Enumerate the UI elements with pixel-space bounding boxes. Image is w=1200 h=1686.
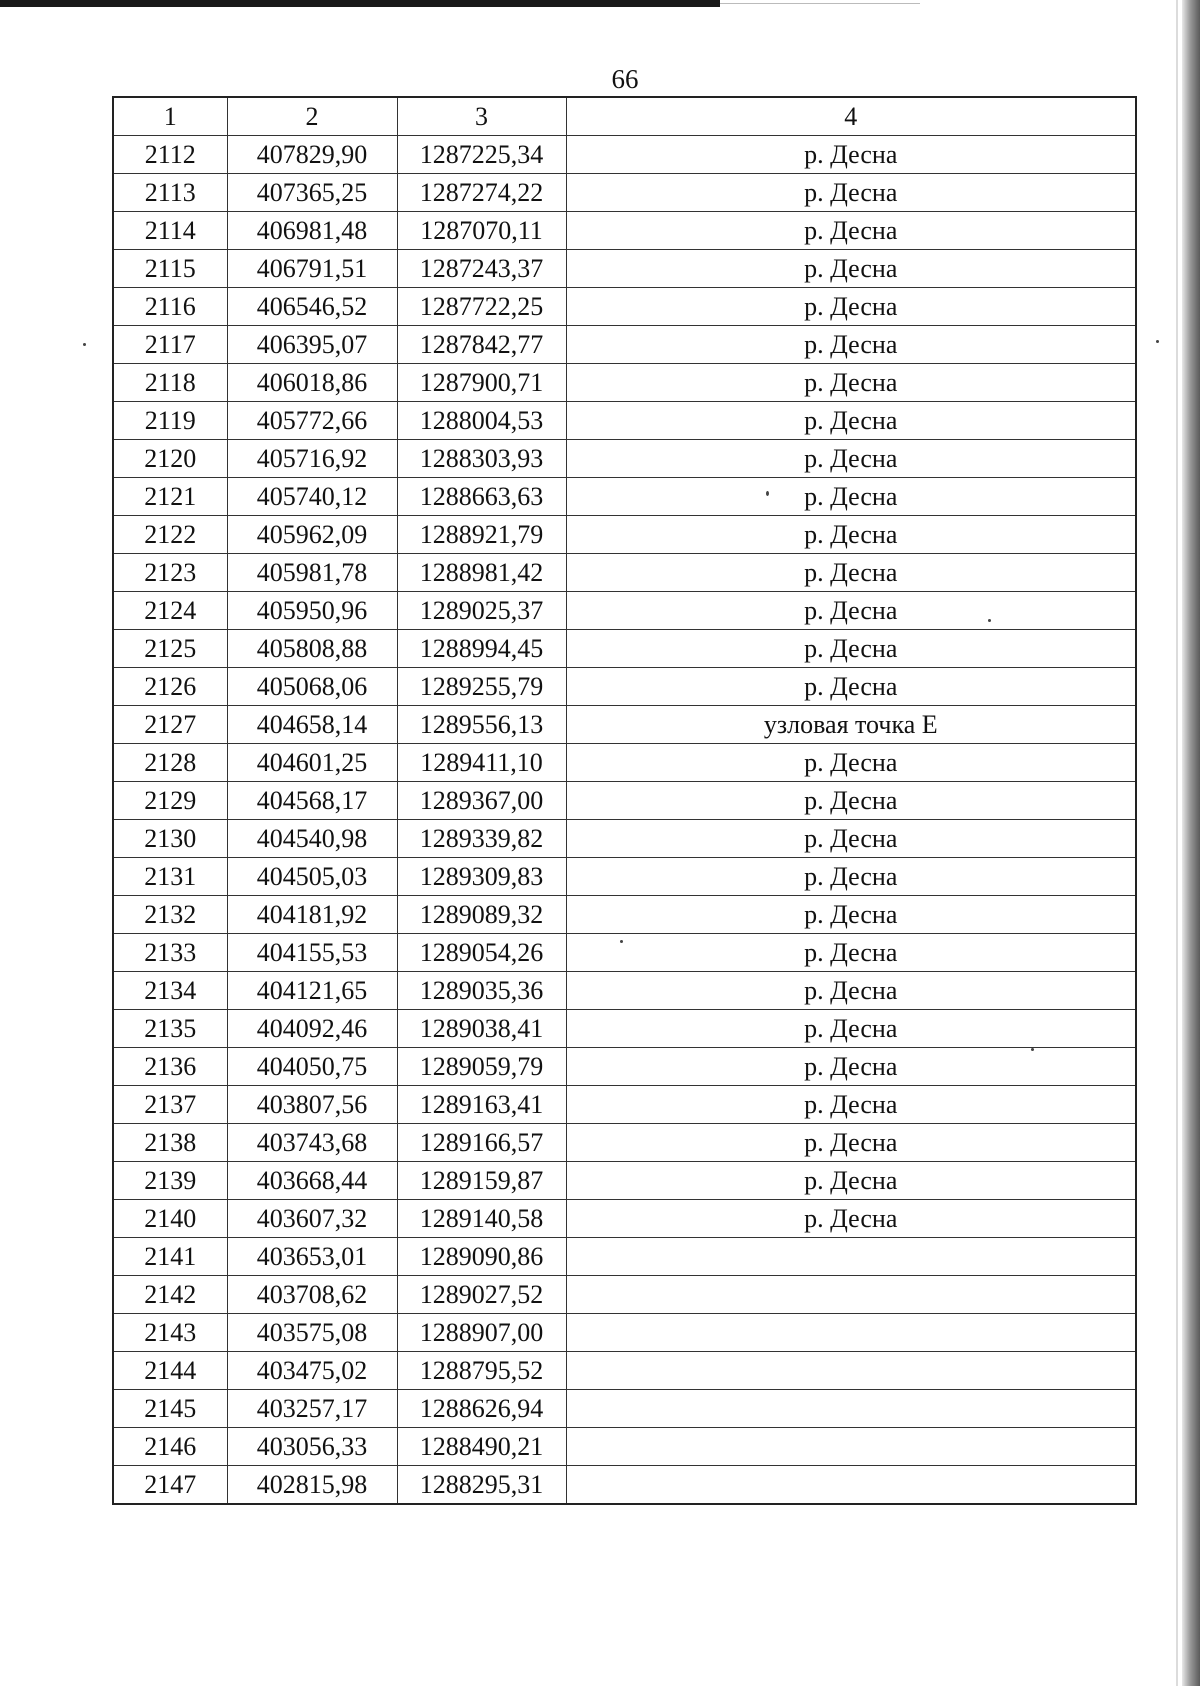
table-row — [113, 1314, 1136, 1352]
point-number-cell: 2144 — [113, 1352, 227, 1390]
x-coordinate-cell: 404540,98 — [227, 820, 397, 858]
description-cell: р. Десна — [566, 288, 1136, 326]
description-cell — [566, 1314, 1136, 1352]
scan-speck — [1156, 340, 1159, 343]
x-coordinate-cell: 404155,53 — [227, 934, 397, 972]
point-number-cell: 2136 — [113, 1048, 227, 1086]
x-coordinate-cell: 404568,17 — [227, 782, 397, 820]
column-header: 2 — [227, 97, 397, 136]
table-header-row — [113, 97, 1136, 136]
point-number-cell: 2122 — [113, 516, 227, 554]
y-coordinate-cell: 1287274,22 — [397, 174, 566, 212]
point-number-cell: 2128 — [113, 744, 227, 782]
point-number-cell: 2117 — [113, 326, 227, 364]
description-cell: р. Десна — [566, 1010, 1136, 1048]
y-coordinate-cell: 1288994,45 — [397, 630, 566, 668]
x-coordinate-cell: 404050,75 — [227, 1048, 397, 1086]
scan-shadow-edge — [1182, 0, 1200, 1686]
y-coordinate-cell: 1288907,00 — [397, 1314, 566, 1352]
description-cell: р. Десна — [566, 630, 1136, 668]
table-row — [113, 1352, 1136, 1390]
scan-speck — [83, 343, 86, 346]
description-cell: р. Десна — [566, 326, 1136, 364]
description-cell: р. Десна — [566, 1048, 1136, 1086]
y-coordinate-cell: 1289367,00 — [397, 782, 566, 820]
table-row — [113, 1428, 1136, 1466]
description-cell: р. Десна — [566, 972, 1136, 1010]
y-coordinate-cell: 1288921,79 — [397, 516, 566, 554]
table-row — [113, 1390, 1136, 1428]
scan-edge-line — [1176, 0, 1178, 1686]
point-number-cell: 2135 — [113, 1010, 227, 1048]
table-row — [113, 820, 1136, 858]
y-coordinate-cell: 1287722,25 — [397, 288, 566, 326]
description-cell: р. Десна — [566, 1124, 1136, 1162]
table-row — [113, 630, 1136, 668]
description-cell: р. Десна — [566, 440, 1136, 478]
point-number-cell: 2138 — [113, 1124, 227, 1162]
x-coordinate-cell: 405716,92 — [227, 440, 397, 478]
x-coordinate-cell: 404601,25 — [227, 744, 397, 782]
point-number-cell: 2129 — [113, 782, 227, 820]
description-cell: узловая точка Е — [566, 706, 1136, 744]
point-number-cell: 2124 — [113, 592, 227, 630]
x-coordinate-cell: 406981,48 — [227, 212, 397, 250]
table-row — [113, 1124, 1136, 1162]
x-coordinate-cell: 405068,06 — [227, 668, 397, 706]
table-row — [113, 288, 1136, 326]
y-coordinate-cell: 1288663,63 — [397, 478, 566, 516]
x-coordinate-cell: 406791,51 — [227, 250, 397, 288]
description-cell: р. Десна — [566, 364, 1136, 402]
point-number-cell: 2133 — [113, 934, 227, 972]
description-cell — [566, 1238, 1136, 1276]
table-row — [113, 364, 1136, 402]
table-row — [113, 478, 1136, 516]
x-coordinate-cell: 403475,02 — [227, 1352, 397, 1390]
description-cell: р. Десна — [566, 896, 1136, 934]
y-coordinate-cell: 1287070,11 — [397, 212, 566, 250]
description-cell — [566, 1352, 1136, 1390]
x-coordinate-cell: 403743,68 — [227, 1124, 397, 1162]
point-number-cell: 2130 — [113, 820, 227, 858]
table-row — [113, 440, 1136, 478]
x-coordinate-cell: 406018,86 — [227, 364, 397, 402]
point-number-cell: 2141 — [113, 1238, 227, 1276]
point-number-cell: 2145 — [113, 1390, 227, 1428]
table-row — [113, 782, 1136, 820]
description-cell: р. Десна — [566, 1162, 1136, 1200]
page-number: 66 — [611, 64, 639, 94]
table-row — [113, 858, 1136, 896]
description-cell: р. Десна — [566, 858, 1136, 896]
table-row — [113, 1048, 1136, 1086]
table-row — [113, 554, 1136, 592]
scan-top-rule — [0, 0, 720, 7]
table-row — [113, 402, 1136, 440]
y-coordinate-cell: 1289089,32 — [397, 896, 566, 934]
x-coordinate-cell: 404092,46 — [227, 1010, 397, 1048]
table-row — [113, 1162, 1136, 1200]
point-number-cell: 2143 — [113, 1314, 227, 1352]
table-row — [113, 1200, 1136, 1238]
x-coordinate-cell: 403653,01 — [227, 1238, 397, 1276]
table-row — [113, 1086, 1136, 1124]
description-cell: р. Десна — [566, 174, 1136, 212]
table-row — [113, 668, 1136, 706]
y-coordinate-cell: 1287243,37 — [397, 250, 566, 288]
y-coordinate-cell: 1289556,13 — [397, 706, 566, 744]
y-coordinate-cell: 1289163,41 — [397, 1086, 566, 1124]
y-coordinate-cell: 1289411,10 — [397, 744, 566, 782]
x-coordinate-cell: 402815,98 — [227, 1466, 397, 1505]
point-number-cell: 2119 — [113, 402, 227, 440]
x-coordinate-cell: 403708,62 — [227, 1276, 397, 1314]
y-coordinate-cell: 1289038,41 — [397, 1010, 566, 1048]
x-coordinate-cell: 405981,78 — [227, 554, 397, 592]
x-coordinate-cell: 403807,56 — [227, 1086, 397, 1124]
x-coordinate-cell: 404181,92 — [227, 896, 397, 934]
description-cell: р. Десна — [566, 782, 1136, 820]
point-number-cell: 2116 — [113, 288, 227, 326]
table-row — [113, 592, 1136, 630]
y-coordinate-cell: 1288295,31 — [397, 1466, 566, 1505]
description-cell: р. Десна — [566, 212, 1136, 250]
y-coordinate-cell: 1289090,86 — [397, 1238, 566, 1276]
x-coordinate-cell: 403056,33 — [227, 1428, 397, 1466]
x-coordinate-cell: 406546,52 — [227, 288, 397, 326]
point-number-cell: 2115 — [113, 250, 227, 288]
description-cell: р. Десна — [566, 402, 1136, 440]
x-coordinate-cell: 405808,88 — [227, 630, 397, 668]
point-number-cell: 2118 — [113, 364, 227, 402]
description-cell: р. Десна — [566, 250, 1136, 288]
description-cell: р. Десна — [566, 744, 1136, 782]
y-coordinate-cell: 1287842,77 — [397, 326, 566, 364]
point-number-cell: 2123 — [113, 554, 227, 592]
point-number-cell: 2126 — [113, 668, 227, 706]
table-row — [113, 1238, 1136, 1276]
description-cell: р. Десна — [566, 516, 1136, 554]
y-coordinate-cell: 1289035,36 — [397, 972, 566, 1010]
point-number-cell: 2142 — [113, 1276, 227, 1314]
point-number-cell: 2134 — [113, 972, 227, 1010]
point-number-cell: 2113 — [113, 174, 227, 212]
y-coordinate-cell: 1289027,52 — [397, 1276, 566, 1314]
y-coordinate-cell: 1289159,87 — [397, 1162, 566, 1200]
x-coordinate-cell: 404658,14 — [227, 706, 397, 744]
table-row — [113, 896, 1136, 934]
y-coordinate-cell: 1289140,58 — [397, 1200, 566, 1238]
y-coordinate-cell: 1289025,37 — [397, 592, 566, 630]
point-number-cell: 2114 — [113, 212, 227, 250]
description-cell: р. Десна — [566, 592, 1136, 630]
x-coordinate-cell: 403257,17 — [227, 1390, 397, 1428]
table-row — [113, 250, 1136, 288]
point-number-cell: 2146 — [113, 1428, 227, 1466]
y-coordinate-cell: 1289339,82 — [397, 820, 566, 858]
x-coordinate-cell: 403607,32 — [227, 1200, 397, 1238]
description-cell — [566, 1390, 1136, 1428]
description-cell: р. Десна — [566, 478, 1136, 516]
point-number-cell: 2121 — [113, 478, 227, 516]
table-row — [113, 744, 1136, 782]
table-row — [113, 972, 1136, 1010]
table-row — [113, 212, 1136, 250]
description-cell: р. Десна — [566, 136, 1136, 174]
description-cell — [566, 1466, 1136, 1505]
column-header: 4 — [566, 97, 1136, 136]
x-coordinate-cell: 405740,12 — [227, 478, 397, 516]
column-header: 3 — [397, 97, 566, 136]
y-coordinate-cell: 1289059,79 — [397, 1048, 566, 1086]
coordinates-table — [112, 96, 1137, 1505]
x-coordinate-cell: 405950,96 — [227, 592, 397, 630]
y-coordinate-cell: 1288490,21 — [397, 1428, 566, 1466]
description-cell: р. Десна — [566, 1200, 1136, 1238]
table-row — [113, 1010, 1136, 1048]
column-header: 1 — [113, 97, 227, 136]
x-coordinate-cell: 404505,03 — [227, 858, 397, 896]
y-coordinate-cell: 1288981,42 — [397, 554, 566, 592]
table-row — [113, 136, 1136, 174]
x-coordinate-cell: 404121,65 — [227, 972, 397, 1010]
x-coordinate-cell: 407365,25 — [227, 174, 397, 212]
x-coordinate-cell: 403575,08 — [227, 1314, 397, 1352]
y-coordinate-cell: 1288626,94 — [397, 1390, 566, 1428]
point-number-cell: 2147 — [113, 1466, 227, 1505]
x-coordinate-cell: 407829,90 — [227, 136, 397, 174]
table-row — [113, 1466, 1136, 1505]
point-number-cell: 2137 — [113, 1086, 227, 1124]
y-coordinate-cell: 1289054,26 — [397, 934, 566, 972]
y-coordinate-cell: 1287225,34 — [397, 136, 566, 174]
description-cell: р. Десна — [566, 554, 1136, 592]
x-coordinate-cell: 403668,44 — [227, 1162, 397, 1200]
point-number-cell: 2131 — [113, 858, 227, 896]
point-number-cell: 2127 — [113, 706, 227, 744]
description-cell — [566, 1276, 1136, 1314]
table-body — [113, 136, 1136, 1505]
description-cell: р. Десна — [566, 934, 1136, 972]
description-cell: р. Десна — [566, 668, 1136, 706]
scan-top-rule-faint — [720, 3, 920, 4]
table-row — [113, 934, 1136, 972]
y-coordinate-cell: 1288004,53 — [397, 402, 566, 440]
y-coordinate-cell: 1289166,57 — [397, 1124, 566, 1162]
point-number-cell: 2140 — [113, 1200, 227, 1238]
table-row — [113, 706, 1136, 744]
point-number-cell: 2120 — [113, 440, 227, 478]
table-row — [113, 174, 1136, 212]
y-coordinate-cell: 1289255,79 — [397, 668, 566, 706]
y-coordinate-cell: 1289309,83 — [397, 858, 566, 896]
description-cell: р. Десна — [566, 820, 1136, 858]
description-cell — [566, 1428, 1136, 1466]
point-number-cell: 2139 — [113, 1162, 227, 1200]
description-cell: р. Десна — [566, 1086, 1136, 1124]
point-number-cell: 2132 — [113, 896, 227, 934]
point-number-cell: 2112 — [113, 136, 227, 174]
table-row — [113, 326, 1136, 364]
x-coordinate-cell: 405962,09 — [227, 516, 397, 554]
y-coordinate-cell: 1288303,93 — [397, 440, 566, 478]
y-coordinate-cell: 1288795,52 — [397, 1352, 566, 1390]
x-coordinate-cell: 405772,66 — [227, 402, 397, 440]
x-coordinate-cell: 406395,07 — [227, 326, 397, 364]
y-coordinate-cell: 1287900,71 — [397, 364, 566, 402]
point-number-cell: 2125 — [113, 630, 227, 668]
table-row — [113, 516, 1136, 554]
table-row — [113, 1276, 1136, 1314]
